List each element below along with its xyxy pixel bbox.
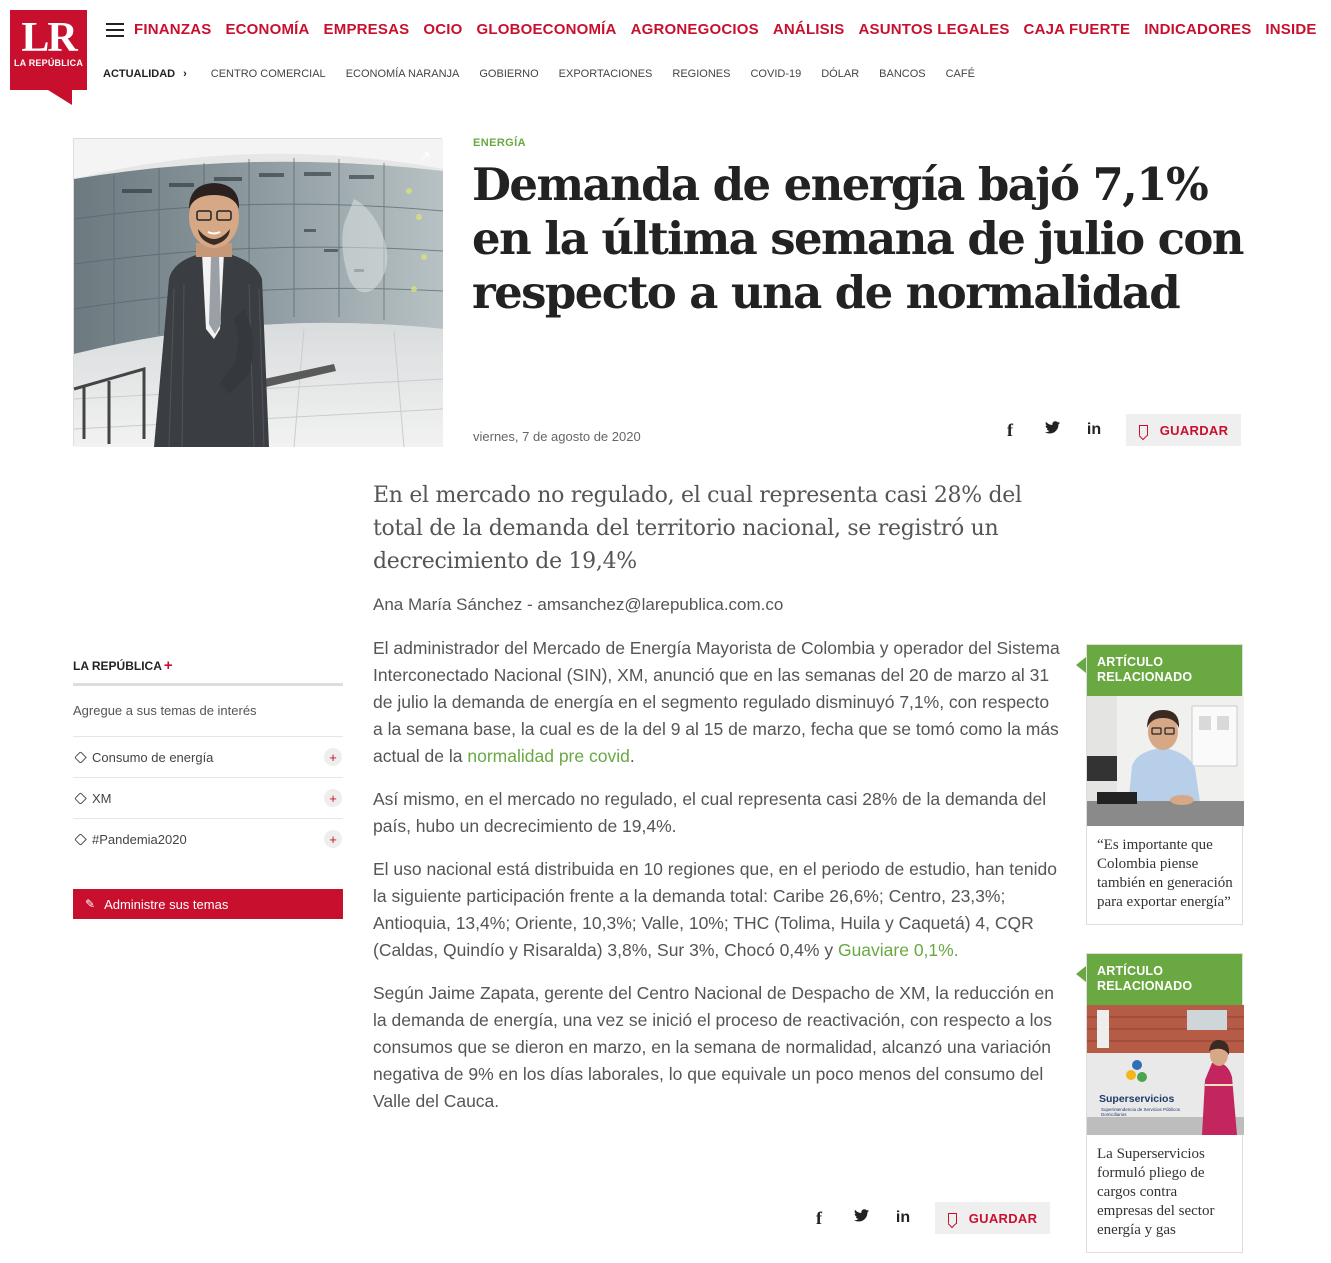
topic-list <box>73 736 343 859</box>
sub-nav <box>103 68 995 80</box>
nav-inside[interactable]: INSIDE <box>1265 21 1317 38</box>
paragraph-3 <box>373 856 1063 964</box>
nav-finanzas[interactable]: FINANZAS <box>134 21 212 38</box>
paragraph-4: Según Jaime Zapata, gerente del Centro Nacional de Despacho de XM, la reducción en la demanda de energía, una vez se inició el proceso de reactivación, con respecto a los consumos que se dieron en marzo, en la semana de normalidad, alcanzó una variación negativa de 9% en los días laborales, lo que equivale un poco menos del consumo del Valle del Cauca. <box>373 983 1054 1111</box>
share-bar-bottom <box>809 1202 1050 1234</box>
hamburger-menu-icon[interactable] <box>106 23 124 37</box>
sub-nav-actualidad-label: ACTUALIDAD <box>103 68 176 80</box>
chevron-right-icon: › <box>183 68 187 80</box>
related-title[interactable]: La Superservicios formuló pliego de cargos contra empresas del sector energía y gas <box>1097 1146 1215 1238</box>
man-at-desk-photo <box>1087 696 1244 826</box>
nav-caja-fuerte[interactable]: CAJA FUERTE <box>1023 21 1131 38</box>
tag-icon <box>74 792 87 805</box>
superservicios-sign: Superservicios <box>1099 1093 1175 1105</box>
nav-asuntos-legales[interactable]: ASUNTOS LEGALES <box>858 21 1010 38</box>
logo-tail <box>48 90 72 105</box>
pencil-icon: ✎ <box>85 897 96 911</box>
widget-divider <box>73 683 343 686</box>
sub-nav-covid[interactable]: COVID-19 <box>750 68 802 80</box>
topic-label[interactable]: XM <box>92 790 112 806</box>
nav-agronegocios[interactable]: AGRONEGOCIOS <box>630 21 759 38</box>
paragraph-1 <box>373 635 1063 770</box>
save-label: GUARDAR <box>1159 422 1229 438</box>
site-logo[interactable] <box>10 10 87 90</box>
manage-topics-button[interactable] <box>73 889 343 919</box>
paragraph-2: Así mismo, en el mercado no regulado, el cual representa casi 28% de la demanda del país, hubo un decrecimiento de 19,4%. <box>373 789 1047 836</box>
lr-plus-label: LA REPÚBLICA <box>73 659 162 673</box>
related-article-image[interactable] <box>1087 1005 1242 1135</box>
paragraph-1-end: . <box>629 746 635 766</box>
save-label: GUARDAR <box>968 1210 1038 1226</box>
article-date: viernes, 7 de agosto de 2020 <box>473 429 641 444</box>
add-topic-icon[interactable]: + <box>324 830 342 848</box>
superservicios-subtitle: Superintendencia de Servicios Públicos Domiciliarios <box>1101 1107 1181 1117</box>
topic-label[interactable]: #Pandemia2020 <box>92 831 187 847</box>
related-label: ARTÍCULO RELACIONADO <box>1087 645 1242 696</box>
linkedin-icon[interactable]: in <box>1086 421 1102 438</box>
control-room-photo <box>74 139 443 447</box>
related-article-card[interactable] <box>1086 953 1243 1253</box>
logo-initials: LR <box>21 15 76 61</box>
sub-nav-cafe[interactable]: CAFÉ <box>945 68 975 80</box>
article-body <box>373 635 1063 1131</box>
nav-ocio[interactable]: OCIO <box>423 21 463 38</box>
related-article-image[interactable] <box>1087 696 1242 826</box>
share-bar-top <box>1000 414 1241 446</box>
sub-nav-economia-naranja[interactable]: ECONOMÍA NARANJA <box>345 68 460 80</box>
paragraph-1-text: El administrador del Mercado de Energía Mayorista de Colombia y operador del Sistema Interconectado Nacional (SIN), XM, anunció que en las semanas del 20 de marzo al 31 de julio la demanda de energía en el segmento regulado disminuyó 7,1%, con respecto a la semana base, la cual es de la del 9 al 15 de marzo, fecha que se tomó como la más actual de la <box>373 638 1060 766</box>
related-title[interactable]: “Es importante que Colombia piense también en generación para exportar energía” <box>1097 837 1233 910</box>
expand-icon[interactable]: ↗ <box>418 148 431 165</box>
sub-nav-regiones[interactable]: REGIONES <box>672 68 731 80</box>
paragraph-3-text: El uso nacional está distribuida en 10 regiones que, en el periodo de estudio, han tenido la siguiente participación frente a la demanda total: Caribe 26,6%; Centro, 23,3%; Antioquia, 13,4%; Oriente, 10,3%; Valle, 10%; THC (Tolima, Huila y Caquetá) 4, CQR (Caldas, Quindío y Risaralda) 3,8%, Sur 3%, Chocó 0,4% y <box>373 859 1057 960</box>
article-section[interactable]: ENERGÍA <box>473 137 526 149</box>
widget-intro: Agregue a sus temas de interés <box>73 703 257 718</box>
related-label: ARTÍCULO RELACIONADO <box>1087 954 1242 1005</box>
related-article-card[interactable] <box>1086 644 1243 925</box>
topic-item <box>73 736 343 777</box>
lr-plus-title <box>73 657 173 674</box>
topic-label[interactable]: Consumo de energía <box>92 749 214 765</box>
bookmark-icon <box>1139 425 1148 436</box>
tag-icon <box>74 833 87 846</box>
logo-name: LA REPÚBLICA <box>13 58 84 68</box>
article-main-image[interactable] <box>73 138 442 446</box>
topic-item <box>73 777 343 818</box>
link-guaviare[interactable]: Guaviare 0,1%. <box>837 940 959 960</box>
main-nav <box>134 21 1331 38</box>
link-normalidad-pre-covid[interactable]: normalidad pre covid <box>467 746 630 766</box>
article-author: Ana María Sánchez - amsanchez@larepublica.com.co <box>373 595 784 614</box>
save-button-top[interactable] <box>1126 414 1241 446</box>
twitter-icon[interactable] <box>1042 421 1062 439</box>
add-topic-icon[interactable]: + <box>324 748 342 766</box>
sub-nav-bancos[interactable]: BANCOS <box>879 68 926 80</box>
tag-icon <box>74 751 87 764</box>
linkedin-icon[interactable]: in <box>895 1209 911 1226</box>
sub-nav-dolar[interactable]: DÓLAR <box>821 68 860 80</box>
facebook-icon[interactable]: f <box>1007 419 1013 440</box>
facebook-icon[interactable]: f <box>816 1207 822 1228</box>
nav-analisis[interactable]: ANÁLISIS <box>772 21 845 38</box>
nav-indicadores[interactable]: INDICADORES <box>1144 21 1252 38</box>
sub-nav-gobierno[interactable]: GOBIERNO <box>479 68 539 80</box>
twitter-icon[interactable] <box>851 1209 871 1227</box>
article-headline: Demanda de energía bajó 7,1% en la última semana de julio con respecto a una de normalidad <box>472 158 1243 319</box>
plus-icon: + <box>163 657 173 674</box>
nav-economia[interactable]: ECONOMÍA <box>225 21 310 38</box>
nav-empresas[interactable]: EMPRESAS <box>323 21 410 38</box>
sub-nav-centro-comercial[interactable]: CENTRO COMERCIAL <box>210 68 326 80</box>
manage-topics-label: Administre sus temas <box>104 896 229 912</box>
sub-nav-exportaciones[interactable]: EXPORTACIONES <box>558 68 653 80</box>
article-lead: En el mercado no regulado, el cual representa casi 28% del total de la demanda del territorio nacional, se registró un decrecimiento de 19,4% <box>373 483 1022 574</box>
add-topic-icon[interactable]: + <box>324 789 342 807</box>
topic-item <box>73 818 343 859</box>
save-button-bottom[interactable] <box>935 1202 1050 1234</box>
nav-globoeconomia[interactable]: GLOBOECONOMÍA <box>476 21 617 38</box>
bookmark-icon <box>948 1213 957 1224</box>
sub-nav-actualidad[interactable] <box>103 68 187 80</box>
